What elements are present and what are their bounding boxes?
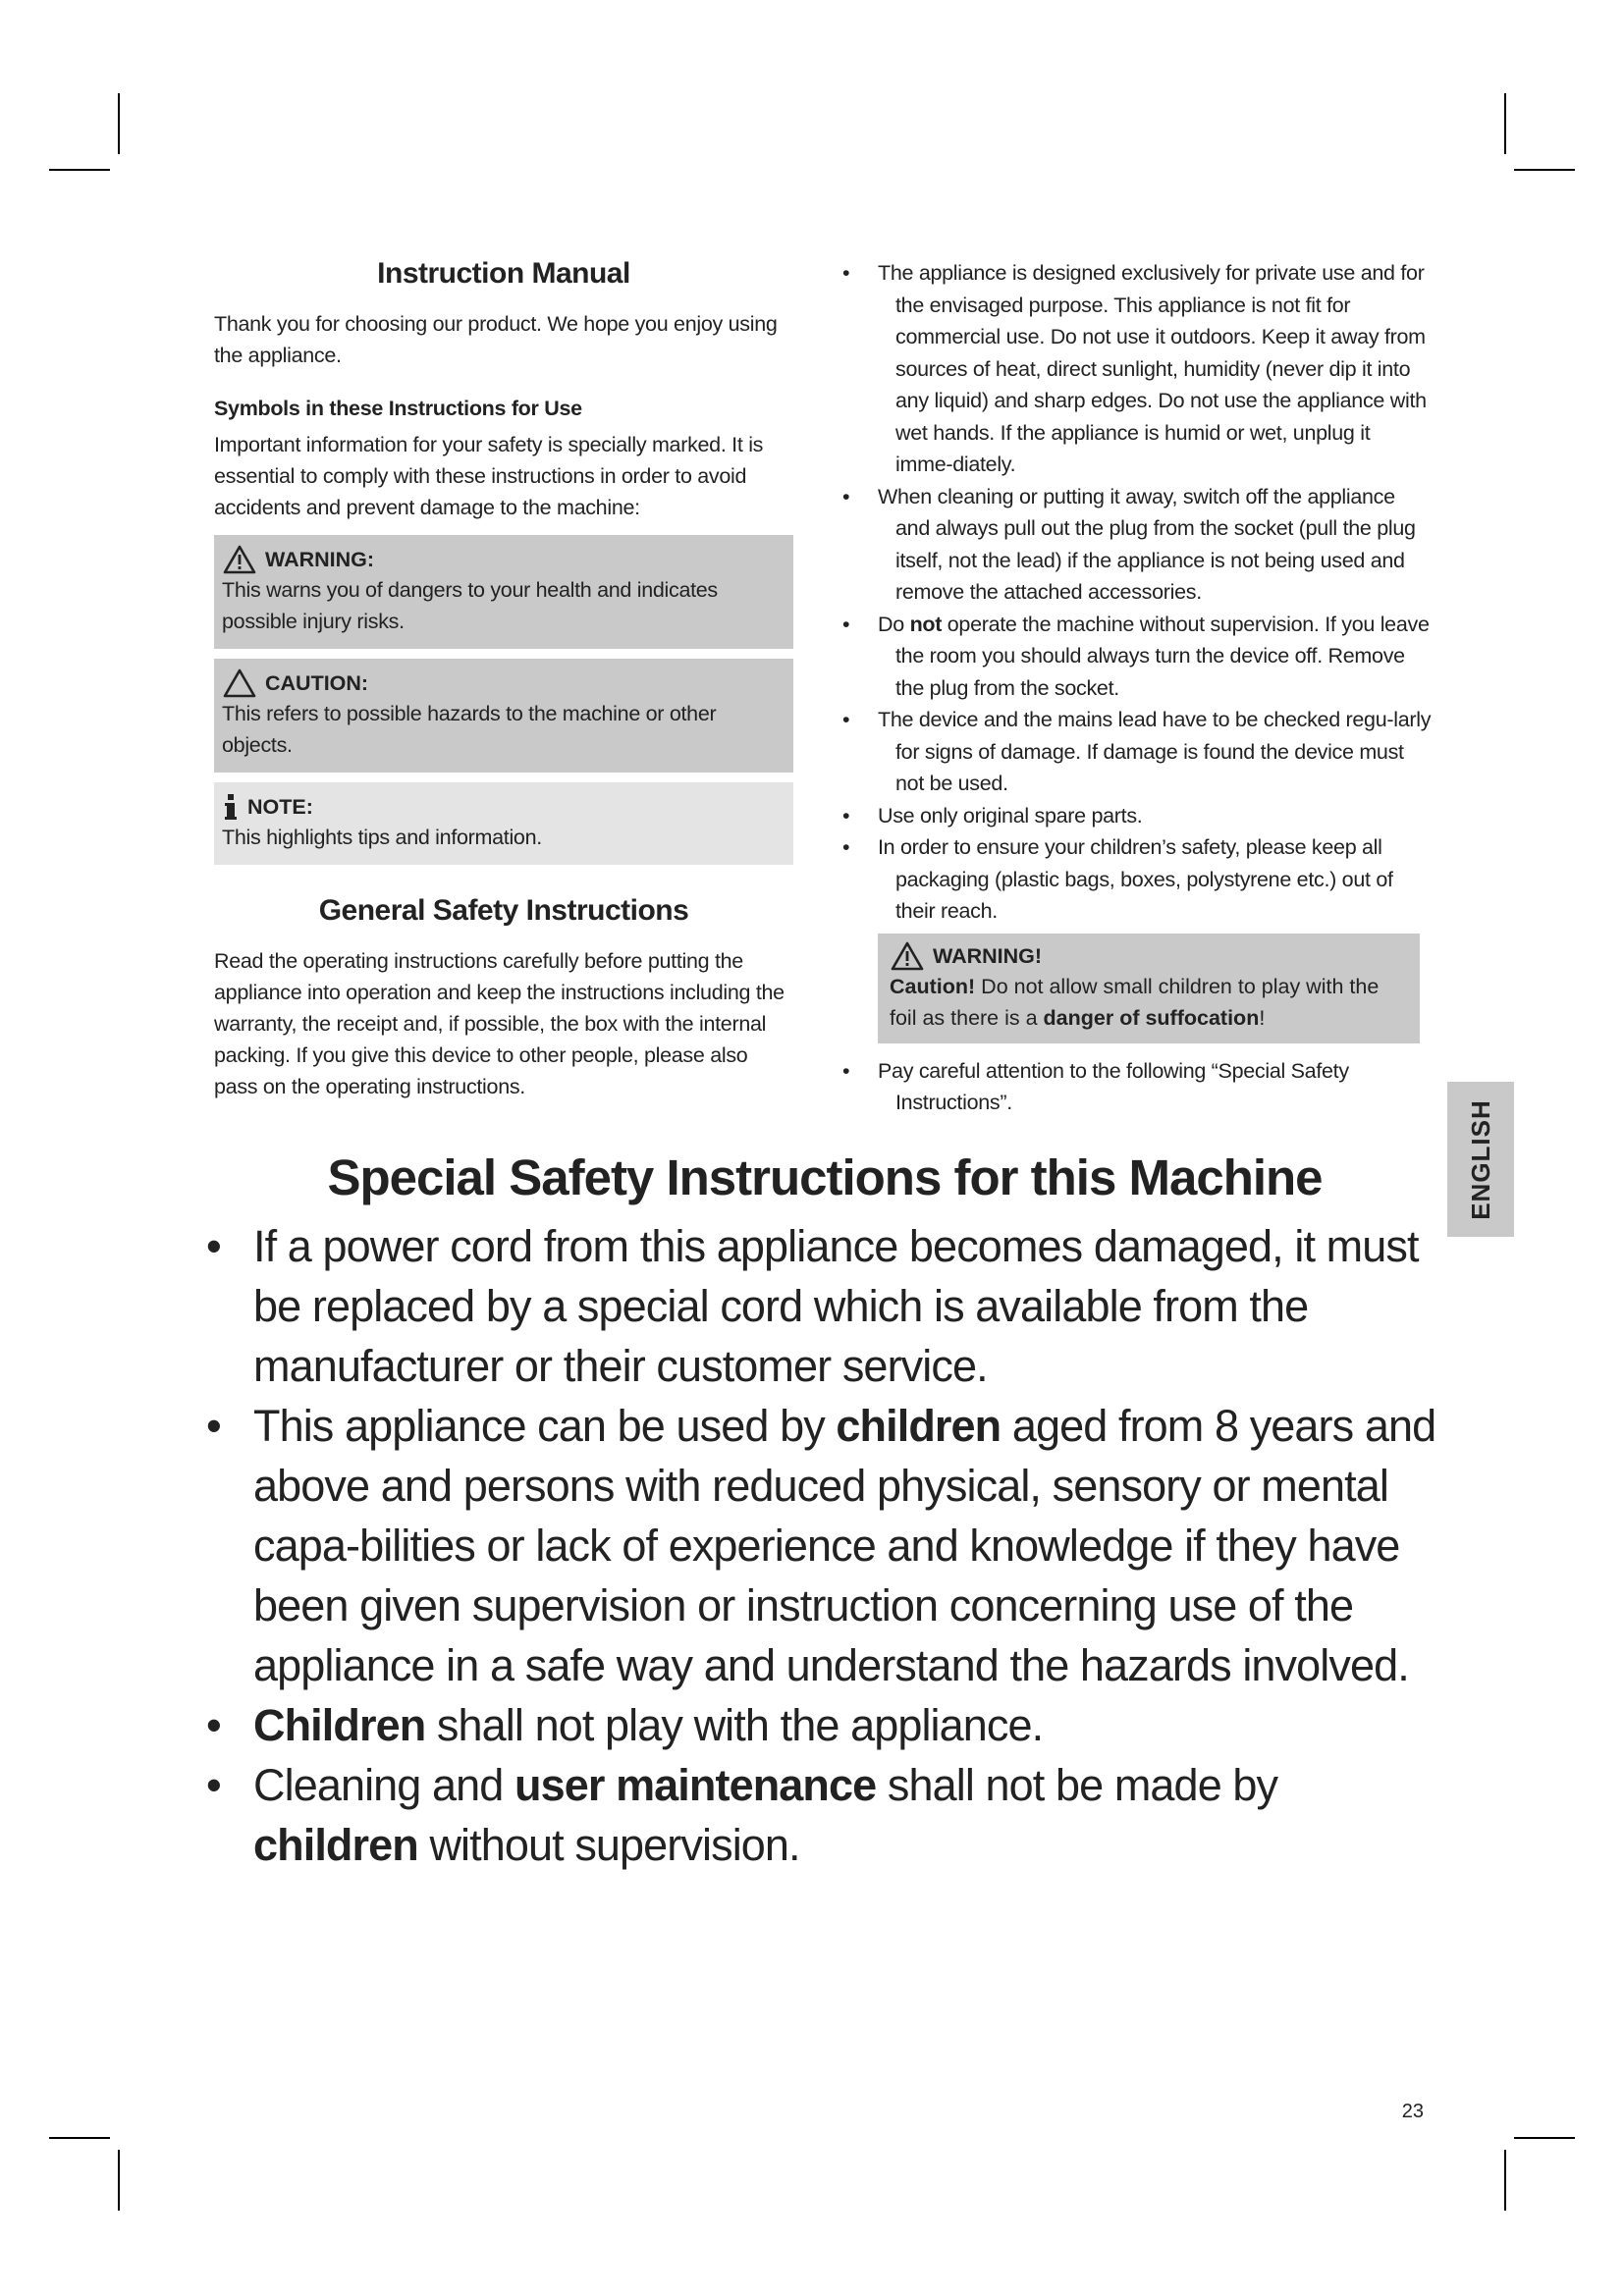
crop-mark bbox=[49, 169, 110, 171]
symbols-heading: Symbols in these Instructions for Use bbox=[214, 397, 582, 420]
text-fragment: operate the machine without supervision. If you leave the room you should always turn the device off. Remove the plug from the socket. bbox=[895, 612, 1430, 700]
bullet-icon: • bbox=[206, 1221, 221, 1271]
text-fragment: aged from 8 years and above and persons with reduced physical, sensory or mental capa-bilities or lack of experience and knowledge if they have been given supervision or instruction concerning use of the appliance in a safe way and understand the hazards involved. bbox=[253, 1401, 1436, 1690]
bullet-icon: • bbox=[842, 803, 850, 828]
text-fragment: without supervision. bbox=[417, 1820, 800, 1870]
text-fragment: shall not play with the appliance. bbox=[425, 1700, 1044, 1750]
list-item bbox=[842, 1055, 1432, 1119]
list-item bbox=[842, 800, 1432, 832]
bold-fragment: danger of suffocation bbox=[1043, 1005, 1260, 1030]
crop-mark bbox=[49, 2137, 110, 2139]
crop-mark bbox=[118, 2150, 120, 2211]
list-item-text: Use only original spare parts. bbox=[878, 803, 1143, 828]
suffocation-warning-text bbox=[890, 971, 1408, 1034]
warning-text: This warns you of dangers to your health and indicates possible injury risks. bbox=[222, 578, 718, 633]
list-item bbox=[206, 1755, 1443, 1875]
list-item bbox=[206, 1695, 1443, 1755]
left-column bbox=[214, 257, 793, 1102]
warning-notice-header bbox=[222, 545, 785, 574]
list-item-text bbox=[253, 1695, 1443, 1755]
bullet-icon: • bbox=[842, 484, 850, 508]
instruction-manual-title: Instruction Manual bbox=[377, 257, 630, 290]
special-safety-section bbox=[206, 1148, 1443, 1875]
list-item-text: The appliance is designed exclusively for private use and for the envisaged purpose. This appliance is not fit for commercial use. Do not use it outdoors. Keep it away from sources of heat, direct sunlight, humidity (never dip it into any liquid) and sharp edges. Do not use the appliance with wet hands. If the appliance is humid or wet, unplug it imme-diately. bbox=[878, 261, 1427, 476]
list-item-text bbox=[253, 1755, 1443, 1875]
list-item-text: In order to ensure your children’s safety, please keep all packaging (plastic bags, boxes, polystyrene etc.) out of their reach. bbox=[878, 835, 1393, 923]
bold-fragment: children bbox=[253, 1820, 418, 1870]
bullet-icon: • bbox=[206, 1760, 221, 1810]
list-item bbox=[842, 481, 1432, 609]
bullet-icon: • bbox=[206, 1401, 221, 1451]
special-safety-title: Special Safety Instructions for this Machine bbox=[327, 1149, 1323, 1205]
crop-mark bbox=[1514, 169, 1575, 171]
bullet-icon: • bbox=[842, 708, 850, 731]
caution-label: CAUTION: bbox=[265, 671, 369, 695]
language-tab-label: ENGLISH bbox=[1465, 1098, 1495, 1220]
bold-fragment: children bbox=[836, 1401, 1001, 1451]
warning-triangle-icon bbox=[222, 545, 257, 574]
crop-mark bbox=[1504, 93, 1506, 154]
general-safety-title: General Safety Instructions bbox=[318, 894, 689, 927]
crop-mark bbox=[118, 93, 120, 154]
bold-fragment: Caution! bbox=[890, 974, 976, 998]
crop-mark bbox=[1514, 2137, 1575, 2139]
list-item bbox=[842, 257, 1432, 481]
caution-notice-box bbox=[214, 659, 793, 773]
bullet-icon: • bbox=[842, 1058, 850, 1083]
list-item-text: Pay careful attention to the following “Special Safety Instructions”. bbox=[878, 1058, 1349, 1114]
symbols-text: Important information for your safety is specially marked. It is essential to comply with these instructions in order to avoid accidents and prevent damage to the machine: bbox=[214, 433, 764, 519]
suffocation-warning-header bbox=[890, 941, 1408, 971]
list-item-text: When cleaning or putting it away, switch off the appliance and always pull out the plug from the socket (pull the plug itself, not the lead) if the appliance is not being used and remove the attached accessories. bbox=[878, 484, 1416, 604]
list-item-text: If a power cord from this appliance becomes damaged, it must be replaced by a special cord which is available from the manufacturer or their customer service. bbox=[253, 1221, 1419, 1391]
text-fragment: Cleaning and bbox=[253, 1760, 515, 1810]
list-item bbox=[842, 609, 1432, 705]
general-safety-text: Read the operating instructions carefully before putting the appliance into operation and keep the instructions including the warranty, the receipt and, if possible, the box with the internal packing. If you give this device to other people, please also pass on the operating instructions. bbox=[214, 949, 785, 1098]
list-item bbox=[206, 1216, 1443, 1396]
text-fragment: shall not be made by bbox=[876, 1760, 1278, 1810]
list-item bbox=[842, 831, 1432, 928]
caution-triangle-icon bbox=[222, 668, 257, 698]
list-item bbox=[842, 704, 1432, 800]
text-fragment: Do not allow small children to play with the foil as there is a bbox=[890, 974, 1380, 1030]
crop-mark bbox=[1504, 2150, 1506, 2211]
note-label: NOTE: bbox=[247, 795, 313, 819]
bold-fragment: not bbox=[909, 612, 943, 636]
bullet-icon: • bbox=[842, 612, 850, 636]
bullet-icon: • bbox=[842, 261, 850, 285]
bold-fragment: Children bbox=[253, 1700, 426, 1750]
right-column bbox=[842, 257, 1432, 1119]
list-item-text bbox=[878, 609, 1432, 705]
warning-label: WARNING: bbox=[265, 548, 375, 571]
safety-bullet-list-end bbox=[842, 1055, 1432, 1119]
warning-label: WARNING! bbox=[933, 943, 1043, 968]
bullet-icon: • bbox=[842, 835, 850, 859]
caution-text: This refers to possible hazards to the machine or other objects. bbox=[222, 702, 717, 757]
note-notice-box bbox=[214, 782, 793, 865]
thanks-text: Thank you for choosing our product. We hope you enjoy using the appliance. bbox=[214, 312, 778, 367]
list-item bbox=[206, 1396, 1443, 1695]
language-tab bbox=[1447, 1082, 1514, 1237]
info-icon bbox=[222, 792, 240, 822]
note-text: This highlights tips and information. bbox=[222, 826, 542, 849]
text-fragment: This appliance can be used by bbox=[253, 1401, 837, 1451]
list-item-text bbox=[253, 1396, 1443, 1695]
caution-notice-header bbox=[222, 668, 785, 698]
warning-triangle-icon bbox=[890, 941, 925, 971]
special-safety-list bbox=[206, 1216, 1443, 1875]
note-notice-header bbox=[222, 792, 785, 822]
page-number: 23 bbox=[1401, 2101, 1424, 2122]
list-item-text: The device and the mains lead have to be checked regu-larly for signs of damage. If damage is found the device must not be used. bbox=[878, 708, 1432, 795]
text-fragment: ! bbox=[1259, 1005, 1266, 1030]
bold-fragment: user maintenance bbox=[514, 1760, 877, 1810]
safety-bullet-list bbox=[842, 257, 1432, 928]
suffocation-warning-box bbox=[878, 934, 1420, 1043]
warning-notice-box bbox=[214, 535, 793, 649]
text-fragment: Do bbox=[878, 612, 910, 636]
bullet-icon: • bbox=[206, 1700, 221, 1750]
